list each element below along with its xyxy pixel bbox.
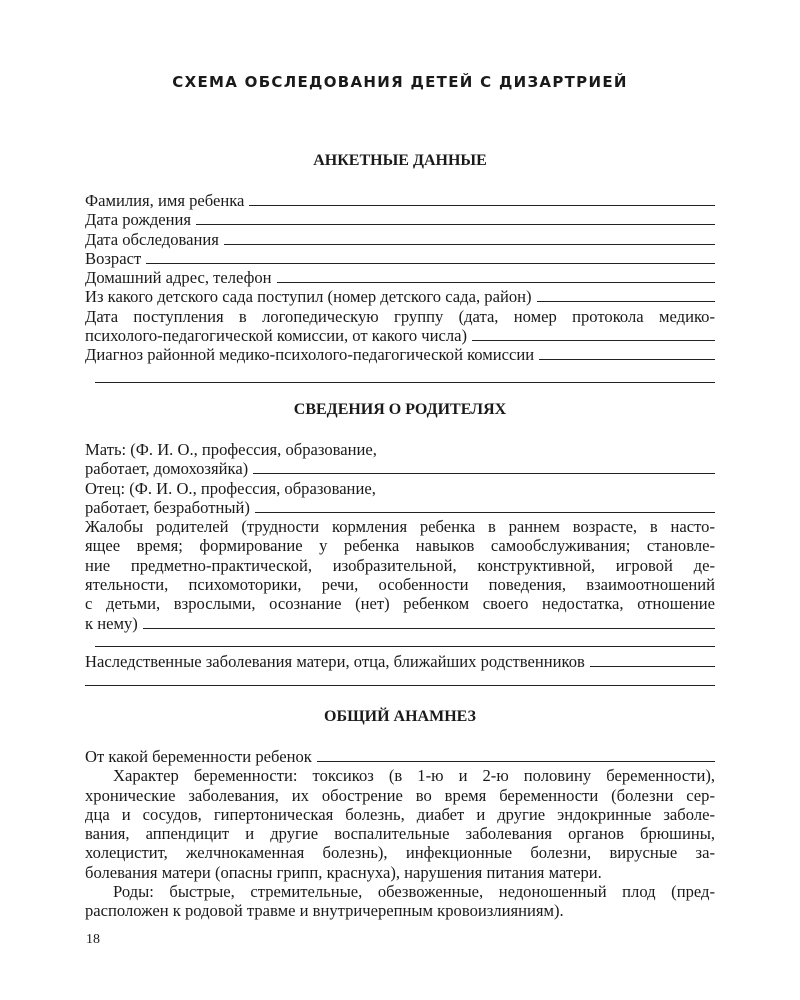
field-label: Отец: (Ф. И. О., профессия, образование,	[85, 478, 376, 498]
text-line	[85, 307, 715, 326]
field-label: ятельности, психомоторики, речи, особенности поведения, взаимоотношений	[85, 575, 715, 595]
blank-fill-line[interactable]	[85, 672, 715, 686]
text-line	[85, 863, 715, 882]
section-heading: АНКЕТНЫЕ ДАННЫЕ	[313, 152, 487, 169]
form-field-row	[85, 459, 715, 478]
blank-fill-line[interactable]	[277, 269, 715, 283]
text-line	[85, 556, 715, 575]
form-field-row	[85, 287, 715, 306]
blank-fill-line[interactable]	[143, 615, 715, 629]
text-line	[85, 536, 715, 555]
blank-fill-line[interactable]	[590, 653, 715, 667]
text-line	[85, 824, 715, 843]
text-line	[85, 594, 715, 613]
text-line	[85, 901, 715, 920]
field-label: расположен к родовой травме и внутричерепным кровоизлияниям).	[85, 901, 564, 921]
section-parents-info	[85, 400, 715, 691]
field-label: с детьми, взрослыми, осознание (нет) ребенком своего недостатка, отношение	[85, 594, 715, 614]
blank-fill-line[interactable]	[224, 231, 715, 245]
form-field-row	[85, 369, 715, 388]
blank-fill-line[interactable]	[253, 460, 715, 474]
blank-fill-line[interactable]	[539, 346, 715, 360]
field-label: работает, безработный)	[85, 497, 250, 517]
field-label: дца и сосудов, гипертоническая болезнь, диабет и другие эндокринные заболе-	[85, 804, 715, 824]
text-line	[85, 766, 715, 785]
form-field-row	[85, 191, 715, 210]
text-line	[85, 575, 715, 594]
field-label: Мать: (Ф. И. О., профессия, образование,	[85, 440, 377, 459]
field-label: психолого-педагогической комиссии, от какого числа)	[85, 326, 468, 346]
form-field-row	[85, 210, 715, 229]
text-line	[85, 786, 715, 805]
blank-fill-line[interactable]	[317, 748, 715, 762]
blank-fill-line[interactable]	[95, 633, 715, 647]
text-line	[85, 479, 715, 498]
field-label: Возраст	[85, 248, 142, 268]
blank-fill-line[interactable]	[537, 288, 715, 302]
form-field-row	[85, 652, 715, 671]
field-label: От какой беременности ребенок	[85, 747, 312, 766]
text-line	[85, 882, 715, 901]
section-personal-data	[85, 151, 715, 388]
blank-fill-line[interactable]	[249, 192, 715, 206]
field-label: Роды: быстрые, стремительные, обезвоженные, недоношенный плод (пред-	[113, 882, 715, 902]
blank-fill-line[interactable]	[255, 499, 715, 513]
blank-fill-line[interactable]	[472, 327, 715, 341]
field-label: Жалобы родителей (трудности кормления ребенка в раннем возрасте, в насто-	[85, 517, 715, 537]
page-number: 18	[86, 932, 100, 947]
field-label: Из какого детского сада поступил (номер детского сада, район)	[85, 287, 532, 307]
field-label: хронические заболевания, их обострение во время беременности (болезни сер-	[85, 785, 715, 805]
form-field-row	[85, 230, 715, 249]
section-general-anamnesis	[85, 707, 715, 921]
form-field-row	[85, 498, 715, 517]
section-heading: ОБЩИЙ АНАМНЕЗ	[324, 708, 476, 725]
blank-fill-line[interactable]	[95, 369, 715, 383]
field-label: ящее время; формирование у ребенка навыков самообслуживания; становле-	[85, 536, 715, 556]
field-label: работает, домохозяйка)	[85, 459, 249, 479]
field-label: болевания матери (опасны грипп, краснуха), нарушения питания матери.	[85, 862, 602, 882]
text-line	[85, 805, 715, 824]
form-field-row	[85, 326, 715, 345]
form-field-row	[85, 268, 715, 287]
field-label: Наследственные заболевания матери, отца, ближайших родственников	[85, 652, 585, 672]
form-field-row	[85, 747, 715, 766]
text-line	[85, 843, 715, 862]
field-label: Домашний адрес, телефон	[85, 268, 272, 288]
field-label: Дата обследования	[85, 229, 219, 249]
field-label: вания, аппендицит и другие воспалительные заболевания органов брюшины,	[85, 824, 715, 844]
page-title: СХЕМА ОБСЛЕДОВАНИЯ ДЕТЕЙ С ДИЗАРТРИЕЙ	[172, 73, 628, 91]
form-field-row	[85, 672, 715, 691]
text-line	[85, 517, 715, 536]
field-label: к нему)	[85, 613, 138, 633]
form-field-row	[85, 633, 715, 652]
field-label: Фамилия, имя ребенка	[85, 191, 245, 210]
field-label: Диагноз районной медико-психолого-педагогической комиссии	[85, 345, 535, 365]
form-field-row	[85, 345, 715, 364]
form-field-row	[85, 249, 715, 268]
field-label: ние предметно-практической, изобразительной, конструктивной, игровой де-	[85, 555, 715, 575]
field-label: Дата поступления в логопедическую группу (дата, номер протокола медико-	[85, 306, 715, 326]
field-label: холецистит, желчнокаменная болезнь), инфекционные болезни, вирусные за-	[85, 843, 715, 863]
blank-fill-line[interactable]	[146, 250, 715, 264]
text-line	[85, 440, 715, 459]
field-label: Характер беременности: токсикоз (в 1-ю и 2-ю половину беременности),	[113, 766, 715, 786]
blank-fill-line[interactable]	[196, 211, 715, 225]
section-heading: СВЕДЕНИЯ О РОДИТЕЛЯХ	[293, 401, 507, 418]
form-field-row	[85, 614, 715, 633]
field-label: Дата рождения	[85, 210, 192, 230]
